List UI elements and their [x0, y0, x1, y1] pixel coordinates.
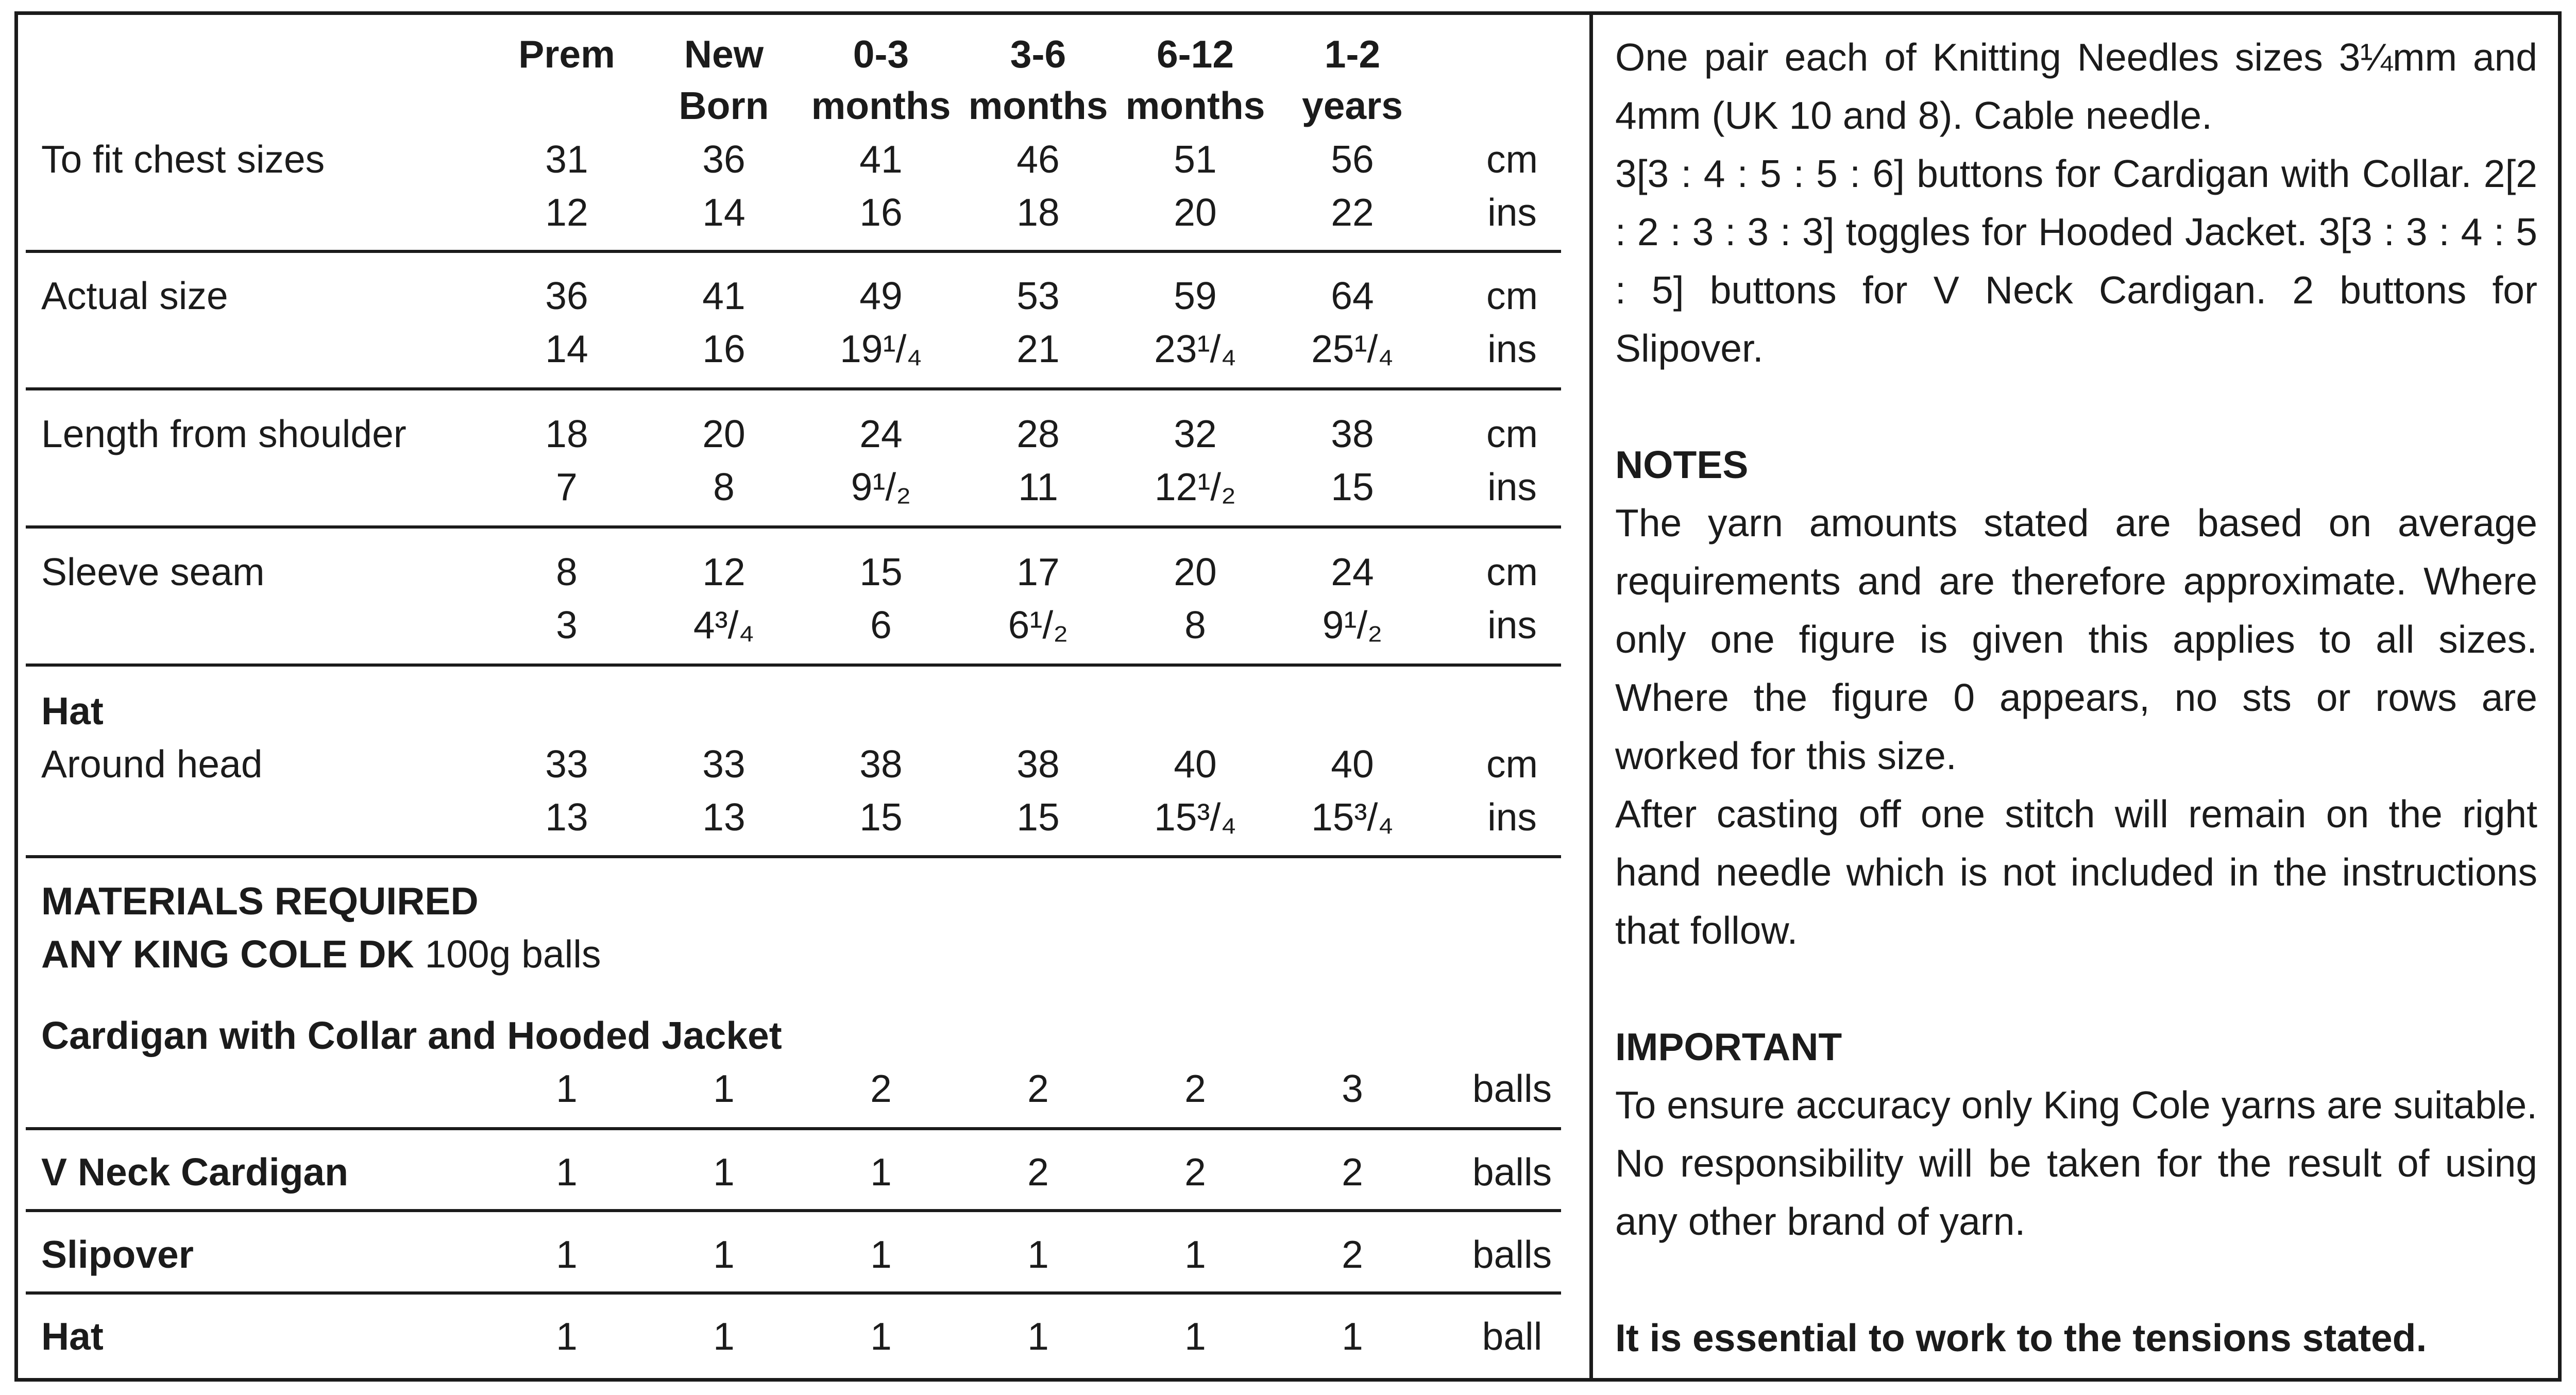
size-header-line1: Prem — [518, 32, 615, 76]
garment-name: Slipover — [41, 1233, 194, 1276]
hat-heading: Hat — [41, 689, 104, 733]
hat-measurement-value: 13 — [702, 795, 745, 839]
garment-name: V Neck Cardigan — [41, 1150, 349, 1194]
measurement-label: Sleeve seam — [41, 550, 265, 593]
garment-name: Cardigan with Collar and Hooded Jacket — [41, 1014, 782, 1057]
measurement-value: 24 — [1331, 550, 1374, 593]
needles-text: One pair each of Knitting Needles sizes 3¼mm and 4mm (UK 10 and 8). Cable needle. — [1615, 36, 2537, 137]
measurement-value: 20 — [702, 412, 745, 455]
hat-measurement-value: 15³/₄ — [1154, 795, 1236, 839]
measurement-value: 41 — [859, 138, 903, 181]
measurement-value: 8 — [556, 550, 578, 593]
measurement-unit: cm — [1486, 550, 1538, 593]
measurement-label: Actual size — [41, 274, 228, 317]
garment-value: 1 — [1184, 1315, 1206, 1358]
garment-value: 1 — [556, 1233, 578, 1276]
measurement-value: 28 — [1016, 412, 1060, 455]
hat-measurement-value: 33 — [702, 742, 745, 786]
garment-value: 1 — [1342, 1315, 1363, 1358]
hat-measurement-value: 38 — [859, 742, 903, 786]
hat-label: Around head — [41, 742, 263, 786]
row-divider — [26, 250, 1561, 253]
measurement-value: 32 — [1174, 412, 1217, 455]
measurement-value: 20 — [1174, 191, 1217, 234]
row-divider — [26, 387, 1561, 390]
garment-value: 2 — [1184, 1067, 1206, 1110]
measurement-value: 6 — [870, 603, 892, 647]
measurement-unit: ins — [1487, 465, 1537, 508]
size-header-line1: 3-6 — [1010, 32, 1066, 76]
important-heading: IMPORTANT — [1615, 1025, 1842, 1068]
hat-measurement-value: 40 — [1331, 742, 1374, 786]
measurement-value: 3 — [556, 603, 578, 647]
hat-measurement-value: 15³/₄ — [1311, 795, 1394, 839]
measurement-value: 14 — [545, 327, 588, 370]
garment-value: 1 — [556, 1150, 578, 1194]
measurement-value: 9¹/₂ — [851, 465, 911, 508]
section-divider — [26, 855, 1561, 858]
garment-value: 1 — [870, 1315, 892, 1358]
garment-value: 1 — [713, 1315, 735, 1358]
measurement-value: 4³/₄ — [693, 603, 755, 647]
garment-value: 2 — [1027, 1067, 1049, 1110]
measurement-unit: ins — [1487, 603, 1537, 647]
hat-measurement-value: 38 — [1016, 742, 1060, 786]
measurement-value: 23¹/₄ — [1154, 327, 1236, 370]
measurement-value: 12 — [702, 550, 745, 593]
measurement-value: 36 — [702, 138, 745, 181]
garment-value: 1 — [713, 1067, 735, 1110]
measurement-value: 24 — [859, 412, 903, 455]
materials-heading: MATERIALS REQUIRED — [41, 879, 479, 923]
row-divider — [26, 525, 1561, 529]
hat-measurement-value: 15 — [1016, 795, 1060, 839]
notes-heading: NOTES — [1615, 443, 1749, 486]
garment-value: 1 — [713, 1233, 735, 1276]
garment-value: 1 — [713, 1150, 735, 1194]
garment-unit: balls — [1472, 1150, 1552, 1194]
row-divider — [26, 664, 1561, 667]
measurement-value: 59 — [1174, 274, 1217, 317]
size-header-line1: 6-12 — [1156, 32, 1234, 76]
measurement-value: 19¹/₄ — [840, 327, 922, 370]
measurement-label: To fit chest sizes — [41, 138, 325, 181]
garment-divider — [26, 1209, 1561, 1212]
measurement-value: 16 — [702, 327, 745, 370]
measurement-value: 12¹/₂ — [1154, 465, 1236, 508]
measurement-value: 7 — [556, 465, 578, 508]
measurement-value: 8 — [713, 465, 735, 508]
column-divider — [1589, 11, 1593, 1382]
garment-value: 1 — [556, 1067, 578, 1110]
garment-divider — [26, 1127, 1561, 1130]
measurement-value: 9¹/₂ — [1322, 603, 1383, 647]
hat-measurement-value: 40 — [1174, 742, 1217, 786]
yarn-weight: 100g balls — [414, 932, 601, 976]
size-header-line2: months — [811, 84, 951, 127]
measurement-value: 14 — [702, 191, 745, 234]
measurement-value: 49 — [859, 274, 903, 317]
measurement-unit: ins — [1487, 191, 1537, 234]
measurement-unit: cm — [1486, 138, 1538, 181]
measurement-unit: ins — [1487, 327, 1537, 370]
garment-value: 1 — [1027, 1233, 1049, 1276]
size-header-line2: years — [1301, 84, 1403, 127]
garment-unit: balls — [1472, 1067, 1552, 1110]
measurement-value: 17 — [1016, 550, 1060, 593]
garment-name: Hat — [41, 1315, 104, 1358]
measurement-value: 51 — [1174, 138, 1217, 181]
garment-value: 2 — [1027, 1150, 1049, 1194]
yarn-name: ANY KING COLE DK — [41, 932, 414, 976]
garment-value: 2 — [1342, 1150, 1363, 1194]
measurement-value: 12 — [545, 191, 588, 234]
size-header-line2: months — [1125, 84, 1265, 127]
measurement-label: Length from shoulder — [41, 412, 406, 455]
size-header-line1: New — [684, 32, 764, 76]
measurement-value: 41 — [702, 274, 745, 317]
garment-value: 1 — [556, 1315, 578, 1358]
measurement-value: 21 — [1016, 327, 1060, 370]
garment-value: 1 — [1027, 1315, 1049, 1358]
garment-value: 1 — [1184, 1233, 1206, 1276]
hat-measurement-value: 13 — [545, 795, 588, 839]
measurement-value: 25¹/₄ — [1311, 327, 1394, 370]
measurement-value: 46 — [1016, 138, 1060, 181]
measurement-value: 22 — [1331, 191, 1374, 234]
size-header-line2: months — [968, 84, 1108, 127]
garment-value: 2 — [1184, 1150, 1206, 1194]
hat-measurement-unit: ins — [1487, 795, 1537, 839]
pattern-notes-column — [1615, 28, 2537, 1367]
hat-measurement-value: 33 — [545, 742, 588, 786]
hat-measurement-unit: cm — [1486, 742, 1538, 786]
size-header-line2: Born — [679, 84, 769, 127]
measurement-value: 16 — [859, 191, 903, 234]
size-header-line1: 0-3 — [853, 32, 909, 76]
measurement-value: 38 — [1331, 412, 1374, 455]
measurement-value: 53 — [1016, 274, 1060, 317]
measurement-value: 15 — [1331, 465, 1374, 508]
measurement-value: 56 — [1331, 138, 1374, 181]
important-text: To ensure accuracy only King Cole yarns are suitable. No responsibility will be taken for the result of using any other brand of yarn. — [1615, 1083, 2537, 1243]
measurement-value: 18 — [1016, 191, 1060, 234]
notes-text-1: The yarn amounts stated are based on average requirements and are therefore approximate. Where only one figure is given this applies to all sizes. Where the figure 0 appears, no sts or rows are worked for this size. — [1615, 501, 2537, 777]
measurement-value: 36 — [545, 274, 588, 317]
measurement-value: 8 — [1184, 603, 1206, 647]
notes-text-2: After casting off one stitch will remain on the right hand needle which is not included in the instructions that follow. — [1615, 792, 2537, 952]
size-header-line1: 1-2 — [1324, 32, 1381, 76]
measurement-unit: cm — [1486, 412, 1538, 455]
tension-note: It is essential to work to the tensions stated. — [1615, 1316, 2427, 1359]
hat-measurement-value: 15 — [859, 795, 903, 839]
garment-value: 3 — [1342, 1067, 1363, 1110]
measurement-unit: cm — [1486, 274, 1538, 317]
garment-unit: ball — [1482, 1315, 1543, 1358]
garment-unit: balls — [1472, 1233, 1552, 1276]
buttons-text: 3[3 : 4 : 5 : 5 : 6] buttons for Cardigan with Collar. 2[2 : 2 : 3 : 3 : 3] toggles for Hooded Jacket. 3[3 : 3 : 4 : 5 : 5] buttons for V Neck Cardigan. 2 buttons for Slipover. — [1615, 152, 2537, 370]
measurement-value: 6¹/₂ — [1008, 603, 1069, 647]
measurement-value: 15 — [859, 550, 903, 593]
measurement-value: 11 — [1018, 465, 1058, 508]
yarn-line — [41, 932, 601, 976]
garment-divider — [26, 1291, 1561, 1295]
garment-value: 2 — [1342, 1233, 1363, 1276]
garment-value: 2 — [870, 1067, 892, 1110]
measurement-value: 18 — [545, 412, 588, 455]
garment-value: 1 — [870, 1233, 892, 1276]
garment-value: 1 — [870, 1150, 892, 1194]
measurement-value: 31 — [545, 138, 588, 181]
measurement-value: 64 — [1331, 274, 1374, 317]
measurement-value: 20 — [1174, 550, 1217, 593]
